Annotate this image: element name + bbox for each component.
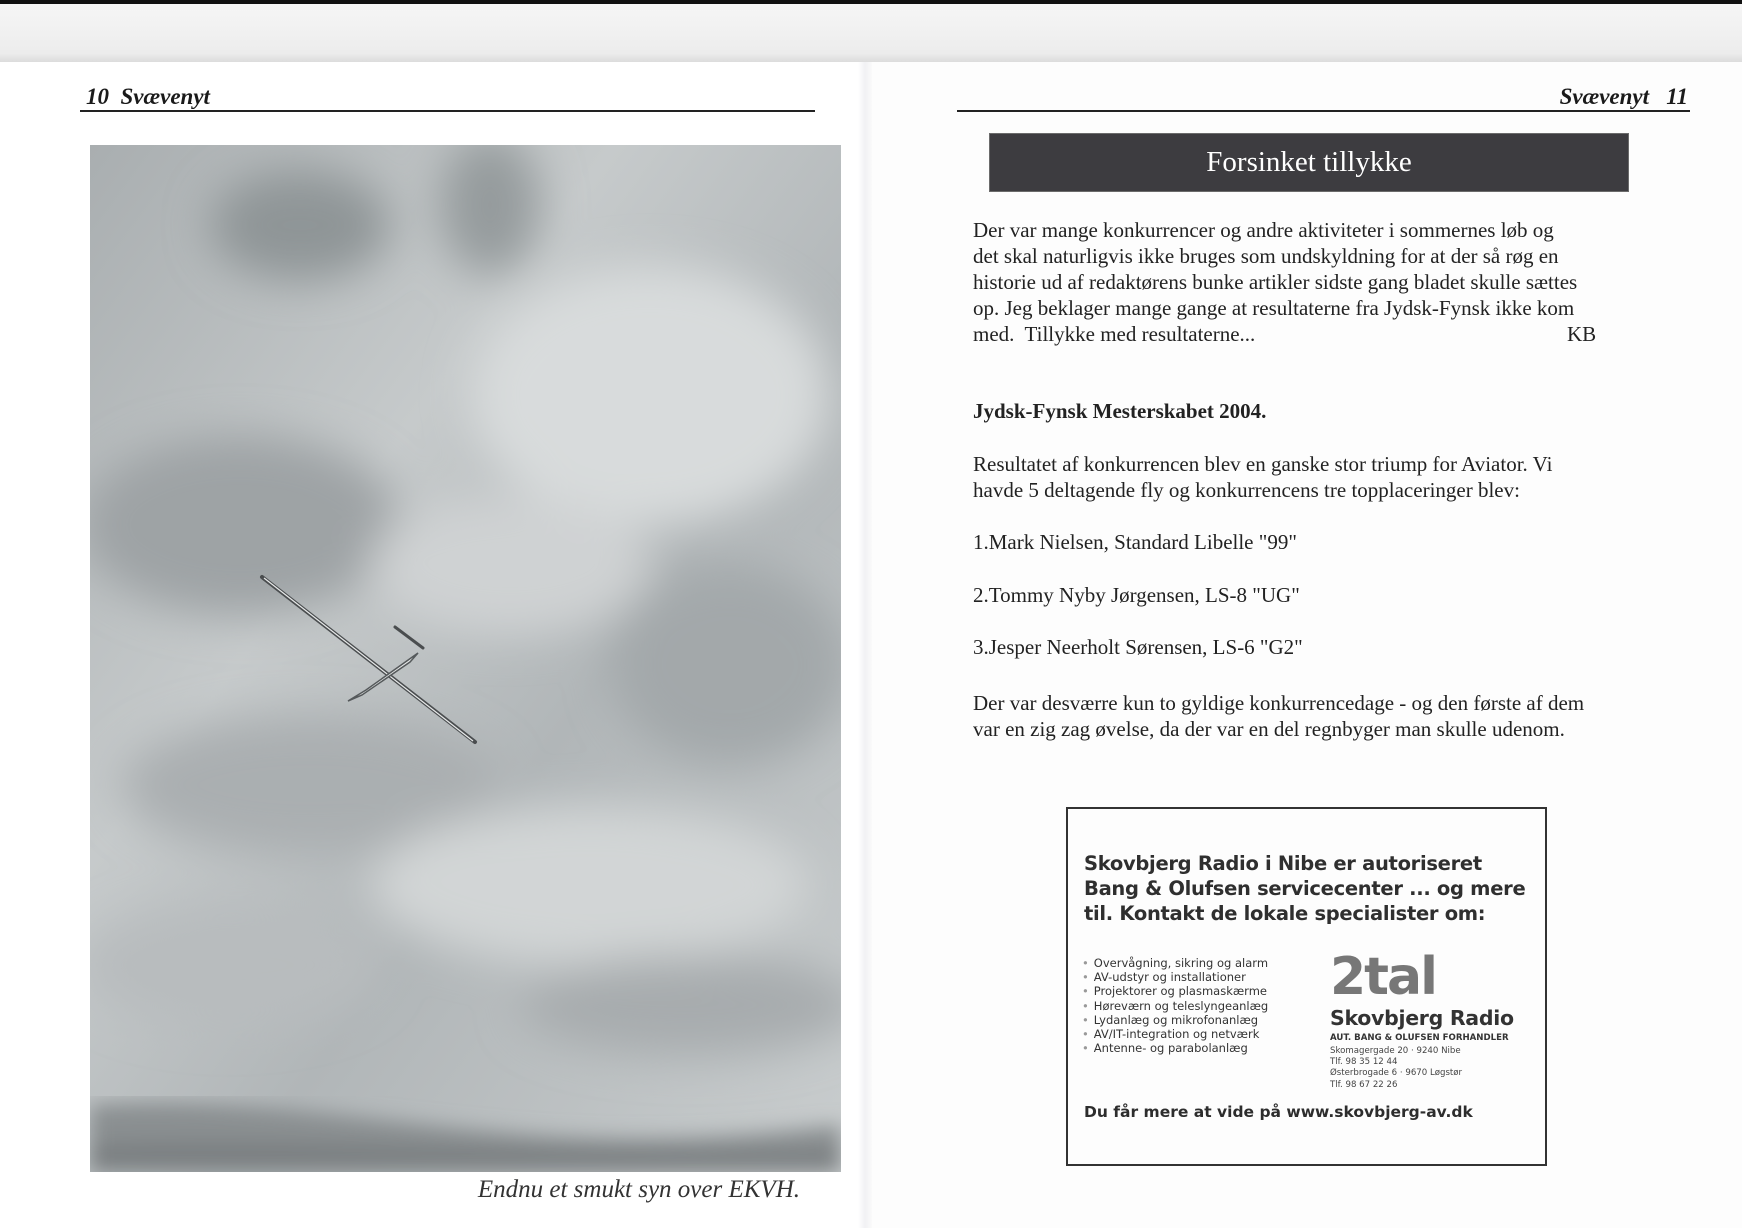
glider-photo bbox=[90, 145, 841, 1172]
ad-address-line: Skomagergade 20 · 9240 Nibe bbox=[1330, 1046, 1461, 1056]
ad-service-item: • Høreværn og teleslyngeanlæg bbox=[1082, 999, 1268, 1013]
section-subheading: Jydsk-Fynsk Mesterskabet 2004. bbox=[973, 399, 1267, 423]
result-first-place: 1.Mark Nielsen, Standard Libelle "99" bbox=[973, 530, 1297, 554]
intro-line: med. Tillykke med resultaterne... bbox=[973, 322, 1256, 346]
author-signature: KB bbox=[1567, 322, 1597, 346]
paragraph-line: Der var desværre kun to gyldige konkurrencedage - og den første af dem bbox=[973, 691, 1585, 715]
ad-dealer-line: AUT. BANG & OLUFSEN FORHANDLER bbox=[1330, 1033, 1509, 1043]
left-running-head bbox=[86, 84, 210, 110]
ad-footer-website: Du får mere at vide på www.skovbjerg-av.dk bbox=[1084, 1103, 1473, 1121]
paragraph-line: havde 5 deltagende fly og konkurrencens tre topplaceringer blev: bbox=[973, 478, 1520, 502]
left-header-rule bbox=[80, 110, 815, 112]
left-page-number: 10 bbox=[86, 84, 109, 109]
left-magazine-name: Svævenyt bbox=[120, 84, 210, 109]
ad-headline bbox=[1084, 851, 1525, 926]
2tal-logo: 2tal bbox=[1330, 947, 1436, 1007]
right-running-head bbox=[1560, 84, 1688, 110]
right-magazine-name: Svævenyt bbox=[1559, 84, 1650, 109]
page-gutter bbox=[858, 62, 872, 1228]
ad-service-item: • AV/IT-integration og netværk bbox=[1082, 1027, 1268, 1041]
intro-line: op. Jeg beklager mange gange at resultaterne fra Jydsk-Fynsk ikke kom bbox=[973, 296, 1575, 320]
ad-headline-line: Skovbjerg Radio i Nibe er autoriseret bbox=[1084, 852, 1482, 875]
ad-address bbox=[1330, 1046, 1462, 1091]
ad-headline-line: til. Kontakt de lokale specialister om: bbox=[1084, 902, 1486, 925]
ad-service-item: • Antenne- og parabolanlæg bbox=[1082, 1041, 1268, 1055]
right-page-number: 11 bbox=[1666, 84, 1688, 109]
ad-phone-line: Tlf. 98 67 22 26 bbox=[1330, 1079, 1398, 1090]
intro-line: historie ud af redaktørens bunke artikler sidste gang bladet skulle sættes bbox=[973, 270, 1578, 294]
intro-line: Der var mange konkurrencer og andre aktiviteter i sommernes løb og bbox=[973, 218, 1554, 242]
closing-paragraph bbox=[973, 690, 1643, 742]
ad-brand-name: Skovbjerg Radio bbox=[1330, 1006, 1514, 1030]
intro-line: det skal naturligvis ikke bruges som undskyldning for at der så røg en bbox=[973, 244, 1559, 268]
result-third-place: 3.Jesper Neerholt Sørensen, LS-6 "G2" bbox=[973, 635, 1303, 659]
ad-service-item: • Lydanlæg og mikrofonanlæg bbox=[1082, 1013, 1268, 1027]
ad-phone-line: Tlf. 98 35 12 44 bbox=[1330, 1057, 1398, 1068]
ad-address-line: Østerbrogade 6 · 9670 Løgstør bbox=[1330, 1068, 1463, 1079]
article-title-bar bbox=[989, 133, 1629, 192]
results-intro-paragraph bbox=[973, 451, 1643, 503]
ad-headline-line: Bang & Olufsen servicecenter ... og mere bbox=[1084, 877, 1526, 900]
scan-shadow bbox=[0, 4, 1742, 62]
ad-service-item: • AV-udstyr og installationer bbox=[1082, 970, 1268, 984]
intro-last-line bbox=[973, 321, 1643, 347]
ad-service-item: • Projektorer og plasmaskærme bbox=[1082, 984, 1268, 998]
advertisement-box bbox=[1066, 807, 1547, 1166]
ad-service-item: • Overvågning, sikring og alarm bbox=[1082, 956, 1268, 970]
sky-photo-illustration bbox=[90, 145, 841, 1172]
paragraph-line: Resultatet af konkurrencen blev en ganske stor triump for Aviator. Vi bbox=[973, 452, 1553, 476]
paragraph-line: var en zig zag øvelse, da der var en del regnbyger man skulle udenom. bbox=[973, 717, 1565, 741]
photo-caption: Endnu et smukt syn over EKVH. bbox=[477, 1176, 800, 1203]
intro-paragraph bbox=[973, 217, 1643, 347]
result-second-place: 2.Tommy Nyby Jørgensen, LS-8 "UG" bbox=[973, 583, 1300, 607]
ad-services-list bbox=[1082, 956, 1268, 1055]
article-title: Forsinket tillykke bbox=[1206, 146, 1412, 178]
right-header-rule bbox=[957, 110, 1690, 112]
